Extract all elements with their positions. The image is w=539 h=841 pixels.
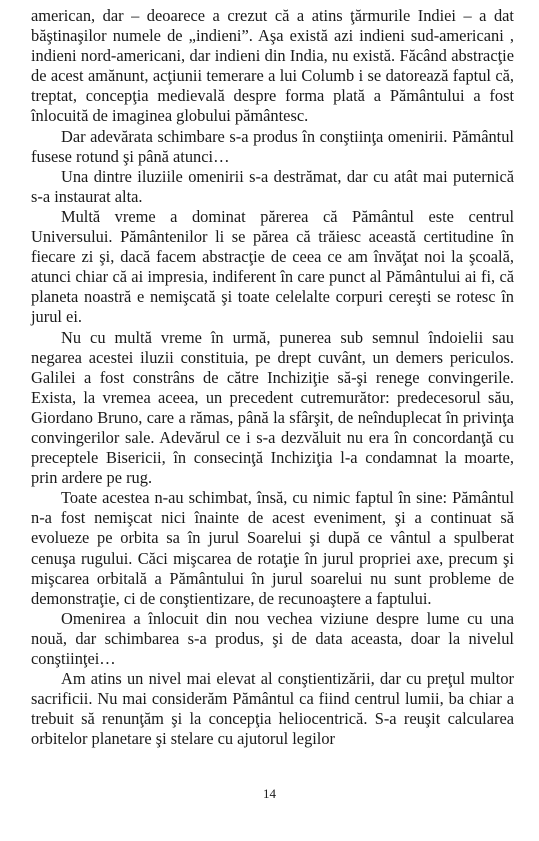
page-body xyxy=(31,6,514,749)
paragraph-3: Una dintre iluziile omenirii s-a destrămat, dar cu atât mai puternică s-a instaurat alta. xyxy=(31,166,514,206)
paragraph-4: Multă vreme a dominat părerea că Pământul este centrul Universului. Pământenilor li se părea că trăiesc această certitudine în fiecare zi şi, dacă facem abstracţie de ceea ce am învăţat noi la şcoală, atunci chiar că ai impresia, indiferent în care punct al Pământului ai fi, că planeta noastră e nemişcată şi toate celelalte corpuri cereşti se rotesc în jurul ei. xyxy=(31,206,514,327)
paragraph-6: Toate acestea n-au schimbat, însă, cu nimic faptul în sine: Pământul n-a fost nemişcat nici înainte de acest eveniment, şi a continuat să evolueze pe orbita sa în jurul Soarelui şi după ce vântul a spulberat cenuşa rugului. Căci mişcarea de rotaţie în jurul propriei axe, precum şi mişcarea orbitală a Pământului în jurul soarelui nu sunt probleme de demonstraţie, ci de conştientizare, de recunoaştere a faptului. xyxy=(31,488,514,608)
paragraph-8: Am atins un nivel mai elevat al conştientizării, dar cu preţul multor sacrificii. Nu mai considerăm Pământul ca fiind centrul lumii, ba chiar a trebuit să renunţăm şi la concepţia heliocentrică. S-a reuşit calcularea orbitelor planetare şi stelare cu ajutorul legilor xyxy=(31,669,514,749)
paragraph-7: Omenirea a înlocuit din nou vechea viziune despre lume cu una nouă, dar schimbarea s-a produs, şi de data aceasta, doar la nivelul conştiinţei… xyxy=(31,608,514,668)
page-number: 14 xyxy=(263,786,276,801)
paragraph-1: american, dar – deoarece a crezut că a atins ţărmurile Indiei – a dat băştinaşilor numele de „indieni”. Aşa există azi indieni sud-americani , indieni nord-americani, dar indieni din India, nu există. Făcând abstracţie de acest amănunt, acţiunii temerare a lui Columb i se datorează faptul că, treptat, concepţia medievală despre forma plată a Pământului a fost înlocuită de imaginea globului pământesc. xyxy=(31,6,514,126)
paragraph-5: Nu cu multă vreme în urmă, punerea sub semnul îndoielii sau negarea acestei iluzii constituia, pe drept cuvânt, un demers periculos. Galilei a fost constrâns de către Inchiziţie să-şi renege convingerile. Exista, la vremea aceea, un precedent cutremurător: predecesorul său, Giordano Bruno, care a rămas, până la sfârşit, de neînduplecat în privinţa convingerilor sale. Adevărul ce i s-a dezvăluit nu era în concordanţă cu preceptele Bisericii, în consecinţă Inchiziţia l-a condamnat la moarte, prin ardere pe rug. xyxy=(31,327,514,488)
paragraph-2: Dar adevărata schimbare s-a produs în conştiinţa omenirii. Pământul fusese rotund şi până atunci… xyxy=(31,126,514,166)
